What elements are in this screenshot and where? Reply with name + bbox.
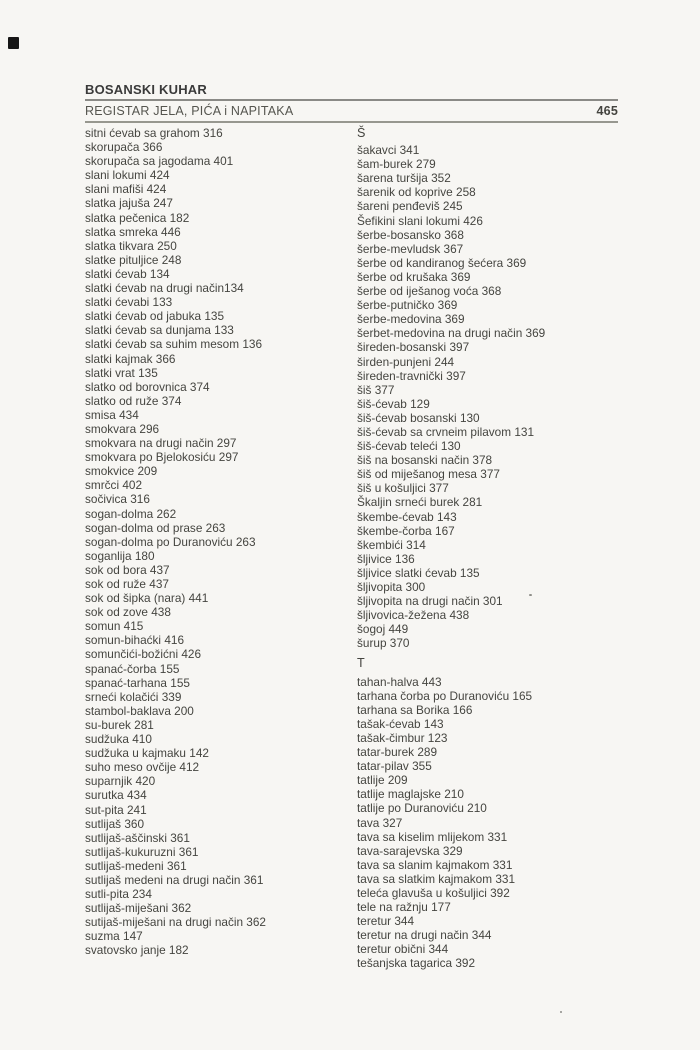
index-entry: slatko od ruže 374 xyxy=(85,393,182,408)
index-entry: tava 327 xyxy=(357,815,403,830)
index-entry: šiš 377 xyxy=(357,382,395,397)
index-entry: šakavci 341 xyxy=(357,143,420,158)
index-entry: šljivice 136 xyxy=(357,551,415,566)
index-entry: tava sa slatkim kajmakom 331 xyxy=(357,871,516,886)
index-entry: šarena turšija 352 xyxy=(357,171,451,186)
index-entry: sogan-dolma od prase 263 xyxy=(85,520,226,535)
index-entry: sok od bora 437 xyxy=(85,562,170,577)
index-entry: sut-pita 241 xyxy=(85,802,147,817)
index-entry: sutlijaš-medeni 361 xyxy=(85,858,187,873)
index-entry: tašak-čimbur 123 xyxy=(357,730,448,745)
section-heading: Š xyxy=(357,126,366,140)
index-entry: somun-bihaćki 416 xyxy=(85,633,185,648)
index-entry: sutlijaš 360 xyxy=(85,816,145,831)
index-entry: surutka 434 xyxy=(85,788,147,803)
index-entry: smokvara na drugi način 297 xyxy=(85,436,237,451)
index-entry: spanać-čorba 155 xyxy=(85,661,180,676)
index-entry: sok od šipka (nara) 441 xyxy=(85,591,209,606)
index-entry: tašak-ćevab 143 xyxy=(357,716,444,731)
index-entry: stambol-baklava 200 xyxy=(85,703,194,718)
index-entry: tahan-halva 443 xyxy=(357,674,442,689)
index-entry: Šefikini slani lokumi 426 xyxy=(357,213,483,228)
index-entry: šerbet-medovina na drugi način 369 xyxy=(357,326,546,341)
index-entry: somun 415 xyxy=(85,619,144,634)
index-entry: spanać-tarhana 155 xyxy=(85,675,190,690)
index-entry: sitni ćevab sa grahom 316 xyxy=(85,126,223,140)
index-entry: šiš-ćevab teleći 130 xyxy=(357,439,461,454)
index-entry: šareni penđeviš 245 xyxy=(357,199,463,214)
index-entry: šiš-ćevab bosanski 130 xyxy=(357,410,480,425)
index-entry: šerbe-medovina 369 xyxy=(357,312,465,327)
index-entry: slatka smreka 446 xyxy=(85,224,181,239)
index-entry: smokvara po Bjelokosiću 297 xyxy=(85,450,239,465)
index-entry: sok od zove 438 xyxy=(85,605,171,620)
index-entry: slatke pituljice 248 xyxy=(85,252,182,267)
index-entry: teretur 344 xyxy=(357,914,415,929)
index-entry: slatka tikvara 250 xyxy=(85,238,177,253)
index-entry: šljivice slatki ćevab 135 xyxy=(357,565,480,580)
index-entry: srneći kolačići 339 xyxy=(85,689,182,704)
index-entry: tava sa slanim kajmakom 331 xyxy=(357,857,513,872)
index-column-right xyxy=(357,126,652,971)
index-entry: teretur na drugi način 344 xyxy=(357,928,492,943)
index-entry: škembići 314 xyxy=(357,537,426,552)
index-entry: slani lokumi 424 xyxy=(85,168,170,183)
page-header xyxy=(85,82,618,123)
sub-header xyxy=(85,101,618,123)
index-entry: šerbe od kandiranog šećera 369 xyxy=(357,255,527,270)
index-entry: sutli-pita 234 xyxy=(85,887,152,902)
index-entry: Škaljin srneći burek 281 xyxy=(357,495,483,510)
index-entry: slatki ćevab sa suhim mesom 136 xyxy=(85,337,263,352)
index-entry: tarhana sa Borika 166 xyxy=(357,702,473,717)
index-entry: somunčići-božićni 426 xyxy=(85,647,202,662)
index-entry: šljivopita 300 xyxy=(357,580,426,594)
index-entry: slatka jajuša 247 xyxy=(85,196,173,211)
index-entry: slatki ćevab 134 xyxy=(85,266,170,281)
index-entry: sočivica 316 xyxy=(85,492,150,507)
index-entry: slatki ćevab na drugi način134 xyxy=(85,281,244,296)
index-entry: sudžuka 410 xyxy=(85,732,152,747)
index-entry: slatki vrat 135 xyxy=(85,365,158,380)
index-entry: sutijaš-miješani na drugi način 362 xyxy=(85,915,266,930)
index-entry: škembe-čorba 167 xyxy=(357,523,455,538)
index-entry: šerbe-putničko 369 xyxy=(357,298,458,313)
index-entry: tatlije 209 xyxy=(357,773,408,788)
index-entry: smokvara 296 xyxy=(85,421,160,436)
index-entry: šerbe-bosansko 368 xyxy=(357,227,464,242)
index-entry: su-burek 281 xyxy=(85,717,154,732)
index-entry: slatki ćevabi 133 xyxy=(85,295,173,310)
index-entry: teretur obični 344 xyxy=(357,942,449,957)
index-entry: šarenik od koprive 258 xyxy=(357,185,476,200)
index-entry: slatki ćevab sa dunjama 133 xyxy=(85,323,234,338)
index-entry: tele na ražnju 177 xyxy=(357,900,451,915)
section-heading: T xyxy=(357,656,365,671)
index-entry: slani mafiši 424 xyxy=(85,182,167,197)
index-entry: tatar-pilav 355 xyxy=(357,759,432,774)
index-column-left xyxy=(85,126,363,958)
index-entry: tatlije po Duranoviću 210 xyxy=(357,801,487,816)
index-entry: tatlije maglajske 210 xyxy=(357,787,464,802)
index-entry: teleća glavuša u košuljici 392 xyxy=(357,885,510,900)
register-title: REGISTAR JELA, PIĆA i NAPITAKA xyxy=(85,104,294,118)
scan-artifact xyxy=(8,37,19,49)
index-entry: soganlija 180 xyxy=(85,548,155,563)
index-entry: slatki kajmak 366 xyxy=(85,351,176,366)
index-entry: šiš na bosanski način 378 xyxy=(357,453,493,468)
index-entry: šerbe-mevludsk 367 xyxy=(357,241,464,256)
index-entry: šiš-ćevab sa crvneim pilavom 131 xyxy=(357,424,535,439)
index-entry: sogan-dolma po Duranoviću 263 xyxy=(85,534,256,549)
page-number: 465 xyxy=(596,104,618,118)
index-entry: tava-sarajevska 329 xyxy=(357,843,463,858)
index-entry: suzma 147 xyxy=(85,929,143,944)
index-entry: slatka pečenica 182 xyxy=(85,210,190,225)
index-entry: smrčci 402 xyxy=(85,478,143,493)
index-entry: šerbe od krušaka 369 xyxy=(357,269,471,284)
index-entry: šiš u košuljici 377 xyxy=(357,481,449,496)
index-entry: sok od ruže 437 xyxy=(85,577,169,591)
index-entry: slatko od borovnica 374 xyxy=(85,379,210,394)
index-entry: šam-burek 279 xyxy=(357,157,436,172)
book-title: BOSANSKI KUHAR xyxy=(85,82,618,101)
index-entry: sutlijaš medeni na drugi način 361 xyxy=(85,872,264,887)
index-entry: šiš-ćevab 129 xyxy=(357,396,430,411)
index-entry: sutlijaš-miješani 362 xyxy=(85,901,192,916)
index-entry: tava sa kiselim mlijekom 331 xyxy=(357,829,508,844)
index-entry: šljivopita na drugi način 301 xyxy=(357,594,503,609)
index-entry: škembe-ćevab 143 xyxy=(357,509,457,524)
index-entry: smisa 434 xyxy=(85,407,139,422)
index-entry: tarhana čorba po Duranoviću 165 xyxy=(357,688,533,703)
index-entry: šireden-travnički 397 xyxy=(357,368,466,383)
index-entry: šiš od miješanog mesa 377 xyxy=(357,467,500,482)
scan-speck xyxy=(560,1011,562,1013)
index-entry: suparnjik 420 xyxy=(85,774,156,789)
index-entry: šerbe od iješanog voća 368 xyxy=(357,284,502,299)
index-entry: skorupača 366 xyxy=(85,140,163,155)
index-entry: slatki ćevab od jabuka 135 xyxy=(85,309,225,324)
index-entry: sogan-dolma 262 xyxy=(85,506,177,521)
index-entry: sudžuka u kajmaku 142 xyxy=(85,746,209,761)
index-entry: smokvice 209 xyxy=(85,464,158,479)
index-entry: sutlijaš-kukuruzni 361 xyxy=(85,844,199,859)
index-entry: sutlijaš-aščinski 361 xyxy=(85,830,190,845)
index-entry: tatar-burek 289 xyxy=(357,745,438,760)
index-entry: svatovsko janje 182 xyxy=(85,943,189,958)
index-entry: šurup 370 xyxy=(357,636,410,651)
index-entry: šireden-bosanski 397 xyxy=(357,340,470,355)
index-entry: šogoj 449 xyxy=(357,622,409,637)
index-entry: širden-punjeni 244 xyxy=(357,354,455,369)
index-entry: tešanjska tagarica 392 xyxy=(357,956,476,971)
index-entry: skorupača sa jagodama 401 xyxy=(85,154,234,169)
index-entry: suho meso ovčije 412 xyxy=(85,760,200,775)
index-entry: šljivovica-žežena 438 xyxy=(357,608,470,623)
